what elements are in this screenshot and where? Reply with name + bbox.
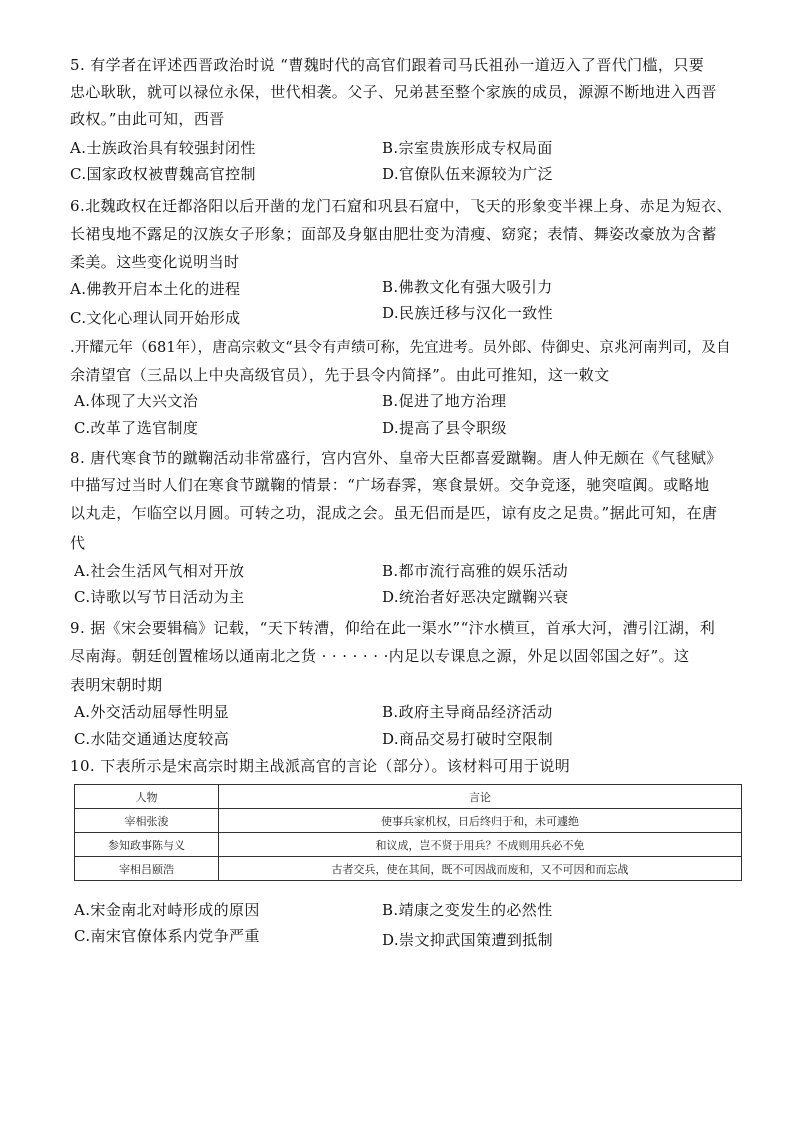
q8-option-d: D.统治者好恶决定蹴鞠兴衰 xyxy=(382,588,569,606)
q9-stem-line-2: 尽南海。朝廷创置榷场以通南北之货 · · · · · · ·内足以专课息之源，外足以固邻国之好”。这 xyxy=(70,647,690,665)
q7-option-d: D.提高了县令职级 xyxy=(382,419,507,437)
table-header-person: 人物 xyxy=(75,785,219,809)
q10-option-d: D.崇文抑武国策遭到抵制 xyxy=(382,931,554,949)
table-row xyxy=(75,833,742,857)
q8-option-c: C.诗歌以写节日活动为主 xyxy=(74,588,245,606)
q5-option-d: D.官僚队伍来源较为广泛 xyxy=(382,165,554,183)
q8-stem-line-4: 代 xyxy=(70,534,86,552)
q5-option-a: A.士族政治具有较强封闭性 xyxy=(70,139,256,157)
q5-stem-line-1: 5. 有学者在评述西晋政治时说 “曹魏时代的高官们跟着司马氏祖孙一道迈入了晋代门槛，只要 xyxy=(70,56,705,74)
q6-option-a: A.佛教开启本土化的进程 xyxy=(70,280,241,298)
table-cell-person: 宰相张浚 xyxy=(75,809,219,833)
q7-option-c: C.改革了选官制度 xyxy=(74,419,199,437)
table-cell-quote: 使事兵家机权，日后终归于和，未可遽绝 xyxy=(219,809,742,833)
q10-option-a: A.宋金南北对峙形成的原因 xyxy=(74,901,260,919)
q5-option-b: B.宗室贵族形成专权局面 xyxy=(382,139,553,157)
table-header-quote: 言论 xyxy=(219,785,742,809)
q9-option-c: C.水陆交通通达度较高 xyxy=(74,730,230,748)
q5-stem-line-3: 政权。”由此可知，西晋 xyxy=(70,110,225,128)
q8-stem-line-3: 以丸走，乍临空以月圆。可转之功，混成之会。虽无侣而是匹，谅有皮之足贵。”据此可知，在唐 xyxy=(70,504,718,522)
q9-option-a: A.外交活动屈辱性明显 xyxy=(74,703,230,721)
table-cell-person: 参知政事陈与义 xyxy=(75,833,219,857)
q10-option-b: B.靖康之变发生的必然性 xyxy=(382,901,553,919)
q6-option-d: D.民族迁移与汉化一致性 xyxy=(382,304,554,322)
q8-option-a: A.社会生活风气相对开放 xyxy=(74,562,245,580)
table-cell-quote: 古者交兵，使在其间，既不可因战而废和，又不可因和而忘战 xyxy=(219,857,742,881)
q5-option-c: C.国家政权被曹魏高官控制 xyxy=(70,165,256,183)
q6-option-c: C.文化心理认同开始形成 xyxy=(70,309,241,327)
q9-stem-line-3: 表明宋朝时期 xyxy=(70,676,163,694)
q7-option-b: B.促进了地方治理 xyxy=(382,392,507,410)
q6-option-b: B.佛教文化有强大吸引力 xyxy=(382,278,553,296)
q7-option-a: A.体现了大兴文治 xyxy=(74,392,199,410)
q6-stem-line-3: 柔美。这些变化说明当时 xyxy=(70,253,240,271)
q6-stem-line-1: 6.北魏政权在迁都洛阳以后开凿的龙门石窟和巩县石窟中，飞天的形象变半裸上身、赤足为短衣、 xyxy=(70,197,732,215)
q10-quote-table xyxy=(74,784,742,881)
q8-stem-line-1: 8. 唐代寒食节的蹴鞠活动非常盛行，宫内宫外、皇帝大臣都喜爱蹴鞠。唐人仲无颇在《气毬赋》 xyxy=(70,449,722,467)
table-row xyxy=(75,857,742,881)
table-row xyxy=(75,809,742,833)
q8-stem-line-2: 中描写过当时人们在寒食节蹴鞠的情景：“广场春霁，寒食景妍。交争竞逐，驰突喧阗。或略地 xyxy=(70,476,710,494)
q10-stem-line-1: 10. 下表所示是宋高宗时期主战派高官的言论（部分）。该材料可用于说明 xyxy=(70,757,571,775)
table-cell-person: 宰相吕颐浩 xyxy=(75,857,219,881)
q9-option-d: D.商品交易打破时空限制 xyxy=(382,730,554,748)
table-cell-quote: 和议成，岂不贤于用兵？不成则用兵必不免 xyxy=(219,833,742,857)
q8-option-b: B.都市流行高雅的娱乐活动 xyxy=(382,562,568,580)
table-header-row xyxy=(75,785,742,809)
q10-option-c: C.南宋官僚体系内党争严重 xyxy=(74,927,260,945)
q5-stem-line-2: 忠心耿耿，就可以禄位永保，世代相袭。父子、兄弟甚至整个家族的成员，源源不断地进入西晋 xyxy=(70,83,717,101)
q9-stem-line-1: 9. 据《宋会要辑稿》记载，“天下转漕，仰给在此一渠水”“汴水横亘，首承大河，漕引江湖，利 xyxy=(70,619,716,637)
q9-option-b: B.政府主导商品经济活动 xyxy=(382,703,553,721)
q7-stem-line-2: 余清望官（三品以上中央高级官员），先于县令内简择”。由此可推知，这一敕文 xyxy=(70,366,610,384)
q6-stem-line-2: 长裙曳地不露足的汉族女子形象；面部及身躯由肥壮变为清瘦、窈窕；表情、舞姿改豪放为含蓄 xyxy=(70,225,717,243)
q7-stem-line-1: .开耀元年（681年），唐高宗敕文“县令有声绩可称，先宜进考。员外郎、侍御史、京兆河南判司，及自 xyxy=(70,340,731,356)
